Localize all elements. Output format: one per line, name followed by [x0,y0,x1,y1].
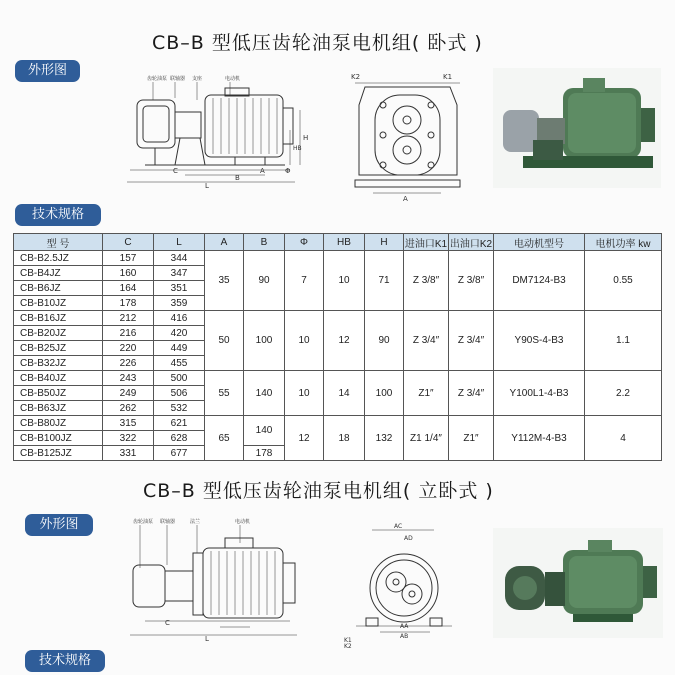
cell-phi: 12 [285,416,324,461]
cell-l: 351 [154,281,205,296]
cell-power: 0.55 [585,251,662,311]
cell-l: 420 [154,326,205,341]
cell-hb: 12 [324,311,365,371]
cell-motor: Y90S-4-B3 [494,311,585,371]
col-k1: 进油口K1 [404,234,449,251]
cell-l: 359 [154,296,205,311]
col-phi: Φ [285,234,324,251]
cell-l: 347 [154,266,205,281]
cell-c: 262 [103,401,154,416]
dim-k2-2: K2 [344,643,352,650]
cell-b: 140 [244,416,285,446]
dim-h: H [303,134,309,142]
cell-h: 71 [365,251,404,311]
cell-model: CB-B25JZ [14,341,103,356]
cell-model: CB-B6JZ [14,281,103,296]
cell-c: 249 [103,386,154,401]
cell-model: CB-B4JZ [14,266,103,281]
cell-c: 164 [103,281,154,296]
cell-k1: Z1″ [404,371,449,416]
cell-model: CB-B50JZ [14,386,103,401]
dim-l: L [205,182,209,190]
side-view-drawing-2 [125,513,310,643]
cell-a: 35 [205,251,244,311]
cell-l: 449 [154,341,205,356]
cell-model: CB-B63JZ [14,401,103,416]
cell-a: 55 [205,371,244,416]
table-row [14,371,662,386]
cell-b: 140 [244,371,285,416]
cell-c: 226 [103,356,154,371]
label-pump: 齿轮油泵 [147,76,168,82]
outline-tag-1: 外形图 [15,60,80,82]
cell-model: CB-B20JZ [14,326,103,341]
table-header-row [14,234,662,251]
label-motor: 电动机 [225,76,241,82]
spec-tag-1: 技术规格 [15,204,101,226]
dim-l-2: L [205,635,209,643]
dim-hb: HB [293,145,302,152]
cell-l: 416 [154,311,205,326]
col-hb: HB [324,234,365,251]
cell-phi: 10 [285,371,324,416]
cell-l: 455 [154,356,205,371]
col-k2: 出油口K2 [449,234,494,251]
cell-phi: 10 [285,311,324,371]
cell-k2: Z 3/4″ [449,311,494,371]
cell-c: 315 [103,416,154,431]
col-model: 型 号 [14,234,103,251]
spec-table [13,233,662,461]
spec-tag-2: 技术规格 [25,650,105,672]
cell-model: CB-B16JZ [14,311,103,326]
table-row [14,251,662,266]
col-b: B [244,234,285,251]
cell-model: CB-B40JZ [14,371,103,386]
label-support: 支座 [192,76,203,82]
col-h: H [365,234,404,251]
cell-phi: 7 [285,251,324,311]
cell-power: 2.2 [585,371,662,416]
dim-c: C [173,167,178,175]
label-pump-2: 齿轮油泵 [133,519,154,525]
cell-l: 677 [154,446,205,461]
label-flange-2: 法兰 [190,519,201,525]
col-a: A [205,234,244,251]
product-photo-1 [493,68,661,188]
cell-hb: 18 [324,416,365,461]
front-view-drawing-2 [342,520,462,650]
cell-l: 344 [154,251,205,266]
cell-model: CB-B80JZ [14,416,103,431]
cell-a: 65 [205,416,244,461]
cell-c: 212 [103,311,154,326]
dim-c-2: C [165,619,170,627]
dim-aa: AA [400,623,409,630]
cell-h: 100 [365,371,404,416]
cell-k1: Z 3/4″ [404,311,449,371]
cell-k2: Z1″ [449,416,494,461]
cell-power: 4 [585,416,662,461]
cell-motor: Y112M-4-B3 [494,416,585,461]
col-power: 电机功率 kw [585,234,662,251]
cell-model: CB-B32JZ [14,356,103,371]
section1-title: CB–B 型低压齿轮油泵电机组( 卧式 ) [152,32,483,54]
cell-c: 243 [103,371,154,386]
dim-k2: K2 [351,73,361,81]
cell-motor: Y100L1-4-B3 [494,371,585,416]
dim-ab: AB [400,633,409,640]
cell-l: 500 [154,371,205,386]
cell-l: 621 [154,416,205,431]
cell-l: 506 [154,386,205,401]
outline-tag-2: 外形图 [25,514,93,536]
cell-model: CB-B2.5JZ [14,251,103,266]
dim-k1: K1 [443,73,453,81]
cell-k1: Z 3/8″ [404,251,449,311]
cell-k2: Z 3/4″ [449,371,494,416]
cell-hb: 14 [324,371,365,416]
cell-c: 220 [103,341,154,356]
label-coupling: 联轴器 [170,76,186,82]
table-row [14,416,662,431]
cell-motor: DM7124-B3 [494,251,585,311]
dim-b: B [235,174,240,182]
label-motor-2: 电动机 [235,519,251,525]
col-motor: 电动机型号 [494,234,585,251]
cell-h: 132 [365,416,404,461]
side-view-drawing-1 [125,70,310,195]
dim-phi: Φ [285,167,291,175]
cell-a: 50 [205,311,244,371]
cell-k1: Z1 1/4″ [404,416,449,461]
cell-k2: Z 3/8″ [449,251,494,311]
cell-c: 157 [103,251,154,266]
cell-l: 532 [154,401,205,416]
cell-l: 628 [154,431,205,446]
cell-power: 1.1 [585,311,662,371]
dim-ad: AD [404,535,413,542]
cell-hb: 10 [324,251,365,311]
cell-model: CB-B10JZ [14,296,103,311]
cell-c: 216 [103,326,154,341]
section2-title: CB–B 型低压齿轮油泵电机组( 立卧式 ) [143,480,494,502]
col-c: C [103,234,154,251]
cell-b: 100 [244,311,285,371]
cell-c: 178 [103,296,154,311]
cell-c: 160 [103,266,154,281]
cell-b: 178 [244,446,285,461]
table-row [14,311,662,326]
dim-a-front: A [403,195,408,203]
product-photo-2 [493,528,663,638]
cell-model: CB-B100JZ [14,431,103,446]
cell-c: 322 [103,431,154,446]
dim-a: A [260,167,265,175]
label-coupling-2: 联轴器 [160,519,176,525]
dim-k1-2: K1 [344,637,352,644]
front-view-drawing-1 [345,65,470,205]
cell-c: 331 [103,446,154,461]
col-l: L [154,234,205,251]
cell-model: CB-B125JZ [14,446,103,461]
cell-h: 90 [365,311,404,371]
cell-b: 90 [244,251,285,311]
dim-ac: AC [394,523,403,530]
